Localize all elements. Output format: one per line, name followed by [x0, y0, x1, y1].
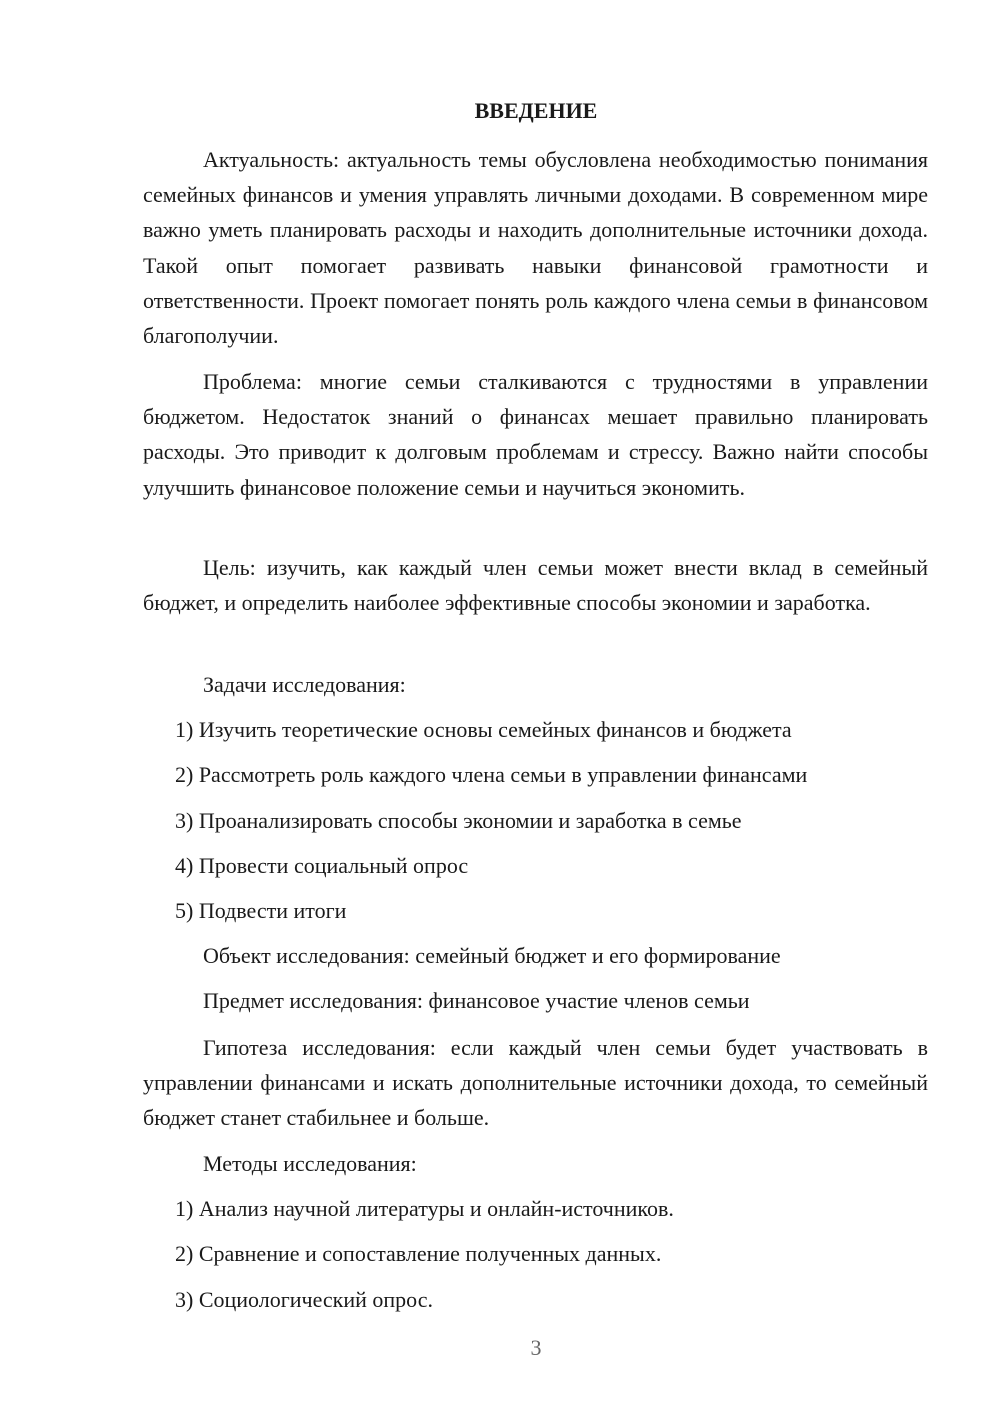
- tasks-heading: Задачи исследования:: [203, 672, 406, 697]
- subject-line: Предмет исследования: финансовое участие членов семьи: [203, 988, 750, 1014]
- paragraph-goal: Цель: изучить, как каждый член семьи может внести вклад в семейный бюджет, и определить наиболее эффективные способы экономии и заработка.: [143, 555, 928, 616]
- task-item: 1) Изучить теоретические основы семейных финансов и бюджета: [175, 717, 792, 743]
- task-item: 2) Рассмотреть роль каждого члена семьи в управлении финансами: [175, 762, 808, 788]
- methods-section: [143, 1146, 928, 1317]
- paragraph-hypothesis: Гипотеза исследования: если каждый член семьи будет участвовать в управлении финансами и искать дополнительные источники дохода, то семейный бюджет станет стабильнее и больше.: [143, 1035, 928, 1131]
- section-title: ВВЕДЕНИЕ: [474, 98, 598, 123]
- task-item: 4) Провести социальный опрос: [175, 852, 469, 878]
- methods-heading: Методы исследования:: [203, 1151, 417, 1176]
- method-item: 2) Сравнение и сопоставление полученных данных.: [175, 1241, 662, 1267]
- task-item: 5) Подвести итоги: [175, 898, 347, 924]
- paragraph-problem: Проблема: многие семьи сталкиваются с трудностями в управлении бюджетом. Недостаток знаний о финансах мешает правильно планировать расходы. Это приводит к долговым проблемам и стрессу. Важно найти способы улучшить финансовое положение семьи и научиться экономить.: [143, 369, 928, 500]
- paragraph-actuality: Актуальность: актуальность темы обусловлена необходимостью понимания семейных финансов и умения управлять личными доходами. В современном мире важно уметь планировать расходы и находить дополнительные источники дохода. Такой опыт помогает развивать навыки финансовой грамотности и ответственности. Проект помогает понять роль каждого члена семьи в финансовом благополучии.: [143, 147, 928, 349]
- tasks-section: [143, 667, 928, 1019]
- object-line: Объект исследования: семейный бюджет и его формирование: [203, 943, 781, 969]
- method-item: 1) Анализ научной литературы и онлайн-источников.: [175, 1196, 674, 1222]
- method-item: 3) Социологический опрос.: [175, 1286, 433, 1312]
- task-item: 3) Проанализировать способы экономии и заработка в семье: [175, 807, 742, 833]
- page-number: 3: [530, 1335, 542, 1360]
